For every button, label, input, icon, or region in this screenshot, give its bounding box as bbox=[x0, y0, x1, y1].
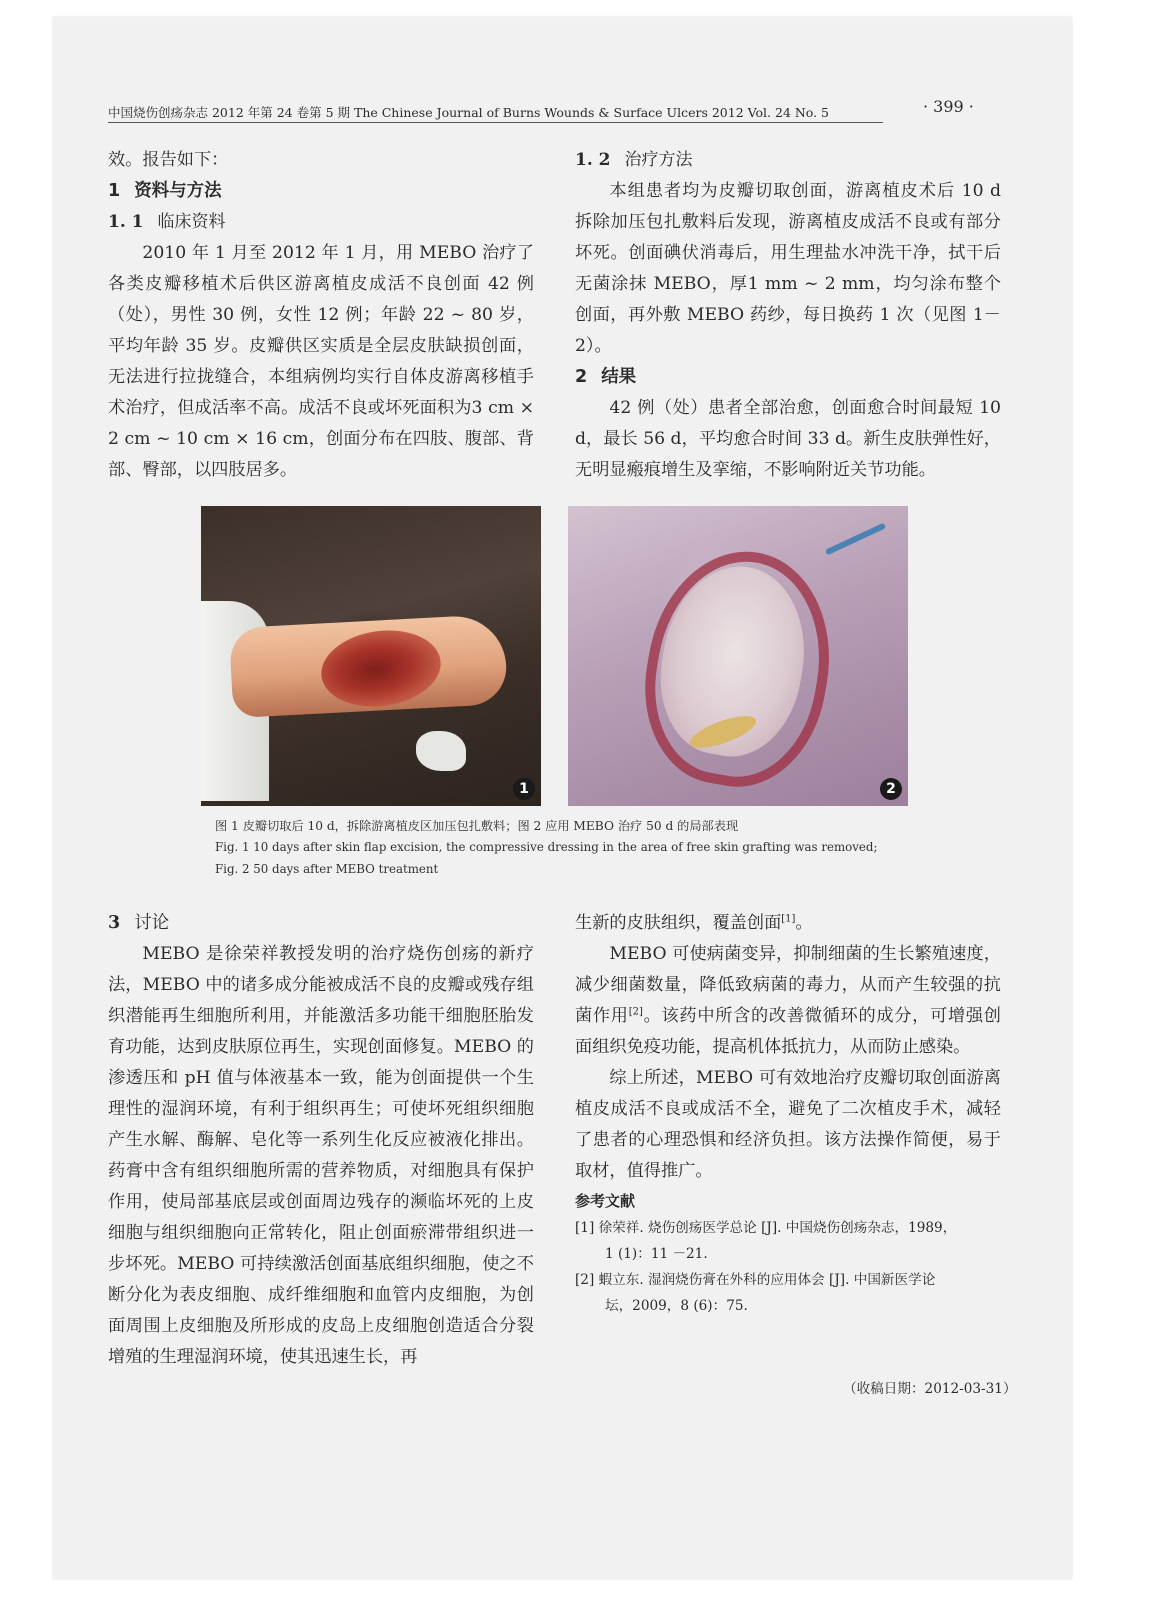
figure-caption-chinese: 图 1 皮瓣切取后 10 d，拆除游离植皮区加压包扎敷料；图 2 应用 MEBO 治疗 50 d 的局部表现 bbox=[215, 819, 739, 833]
paragraph-treatment-method: 本组患者均为皮瓣切取创面，游离植皮术后 10 d 拆除加压包扎敷料后发现，游离植皮成活不良或有部分坏死。创面碘伏消毒后，用生理盐水冲洗干净，拭干后无菌涂抹 MEBO，厚1 mm ~ 2 mm，均匀涂布整个创面，再外敷 MEBO 药纱，每日换药 1 次（见图 1－2）。 bbox=[575, 181, 1001, 356]
references-heading: 参考文献 bbox=[575, 1192, 636, 1210]
figure-1-photo bbox=[201, 506, 541, 806]
paragraph-discussion-2: MEBO 可使病菌变异，抑制细菌的生长繁殖速度，减少细菌数量，降低致病菌的毒力，从而产生较强的抗菌作用[2]。该药中所含的改善微循环的成分，可增强创面组织免疫功能，提高机体抵抗力，从而防止感染。 bbox=[575, 944, 1001, 1057]
page-number: · 399 · bbox=[923, 97, 974, 116]
figure-2-badge: 2 bbox=[880, 778, 902, 800]
running-header: 中国烧伤创疡杂志 2012 年第 24 卷第 5 期 The Chinese Journal of Burns Wounds & Surface Ulcers 2012 Vol. 24 No. 5 bbox=[108, 103, 883, 123]
left-column-top bbox=[108, 145, 534, 486]
continuation-text: 效。报告如下： bbox=[108, 150, 229, 170]
journal-page bbox=[53, 17, 1072, 1579]
subsection-heading-clinical: 1. 1 临床资料 bbox=[108, 212, 226, 232]
reference-2: [2] 蝦立东. 湿润烧伤膏在外科的应用体会 [J]. 中国新医学论 坛，2009，8 (6)：75. bbox=[575, 1272, 936, 1314]
received-date: （收稿日期：2012-03-31） bbox=[843, 1381, 1017, 1397]
reference-1: [1] 徐荣祥. 烧伤创疡医学总论 [J]. 中国烧伤创疡杂志，1989， 1 (1)：11 －21. bbox=[575, 1220, 957, 1262]
gauze-shape bbox=[416, 731, 466, 771]
right-column-discussion bbox=[575, 908, 1001, 1319]
citation-2: [2] bbox=[628, 1006, 643, 1018]
blue-streak bbox=[825, 523, 886, 556]
figure-2-photo bbox=[568, 506, 908, 806]
figure-1-badge: 1 bbox=[513, 778, 535, 800]
figure-caption-english-2: Fig. 2 50 days after MEBO treatment bbox=[215, 862, 439, 876]
figure-caption-english-1: Fig. 1 10 days after skin flap excision, the compressive dressing in the area of free skin grafting was removed; bbox=[215, 840, 878, 854]
subsection-heading-treatment: 1. 2 治疗方法 bbox=[575, 150, 693, 170]
paragraph-discussion-1: MEBO 是徐荣祥教授发明的治疗烧伤创疡的新疗法，MEBO 中的诸多成分能被成活不良的皮瓣或残存组织潜能再生细胞所利用，并能激活多功能干细胞胚胎发育功能，达到皮肤原位再生，实现创面修复。MEBO 的渗透压和 pH 值与体液基本一致，能为创面提供一个生理性的湿润环境，有利于组织再生；可使坏死组织细胞产生水解、酶解、皂化等一系列生化反应被液化排出。药膏中含有组织细胞所需的营养物质，对细胞具有保护作用，使局部基底层或创面周边残存的濒临坏死的上皮细胞与组织细胞向正常转化，阻止创面瘀滞带组织进一步坏死。MEBO 可持续激活创面基底组织细胞，使之不断分化为表皮细胞、成纤维细胞和血管内皮细胞，为创面周围上皮细胞及所形成的皮岛上皮细胞创造适合分裂增殖的生理湿润环境，使其迅速生长，再 bbox=[108, 944, 534, 1367]
left-column-discussion bbox=[108, 908, 534, 1373]
citation-1: [1] bbox=[781, 913, 796, 925]
section-heading-discussion: 3 讨论 bbox=[108, 913, 170, 933]
section-heading-results: 2 结果 bbox=[575, 367, 637, 387]
paragraph-discussion-3: 综上所述，MEBO 可有效地治疗皮瓣切取创面游离植皮成活不良或成活不全，避免了二次植皮手术，减轻了患者的心理恐惧和经济负担。该方法操作简便，易于取材，值得推广。 bbox=[575, 1068, 1001, 1181]
paragraph-clinical-data: 2010 年 1 月至 2012 年 1 月，用 MEBO 治疗了各类皮瓣移植术后供区游离植皮成活不良创面 42 例（处），男性 30 例，女性 12 例；年龄 22 ~ 80 岁，平均年龄 35 岁。皮瓣供区实质是全层皮肤缺损创面，无法进行拉拢缝合，本组病例均实行自体皮游离移植手术治疗，但成活率不高。成活不良或坏死面积为3 cm × 2 cm ~ 10 cm × 16 cm，创面分布在四肢、腹部、背部、臀部，以四肢居多。 bbox=[108, 243, 534, 480]
paragraph-discussion-1-continued: 生新的皮肤组织，覆盖创面[1]。 bbox=[575, 913, 813, 933]
section-heading-methods: 1 资料与方法 bbox=[108, 181, 222, 201]
right-column-top bbox=[575, 145, 1001, 486]
paragraph-results: 42 例（处）患者全部治愈，创面愈合时间最短 10 d，最长 56 d，平均愈合时间 33 d。新生皮肤弹性好，无明显瘢痕增生及挛缩，不影响附近关节功能。 bbox=[575, 398, 1001, 480]
